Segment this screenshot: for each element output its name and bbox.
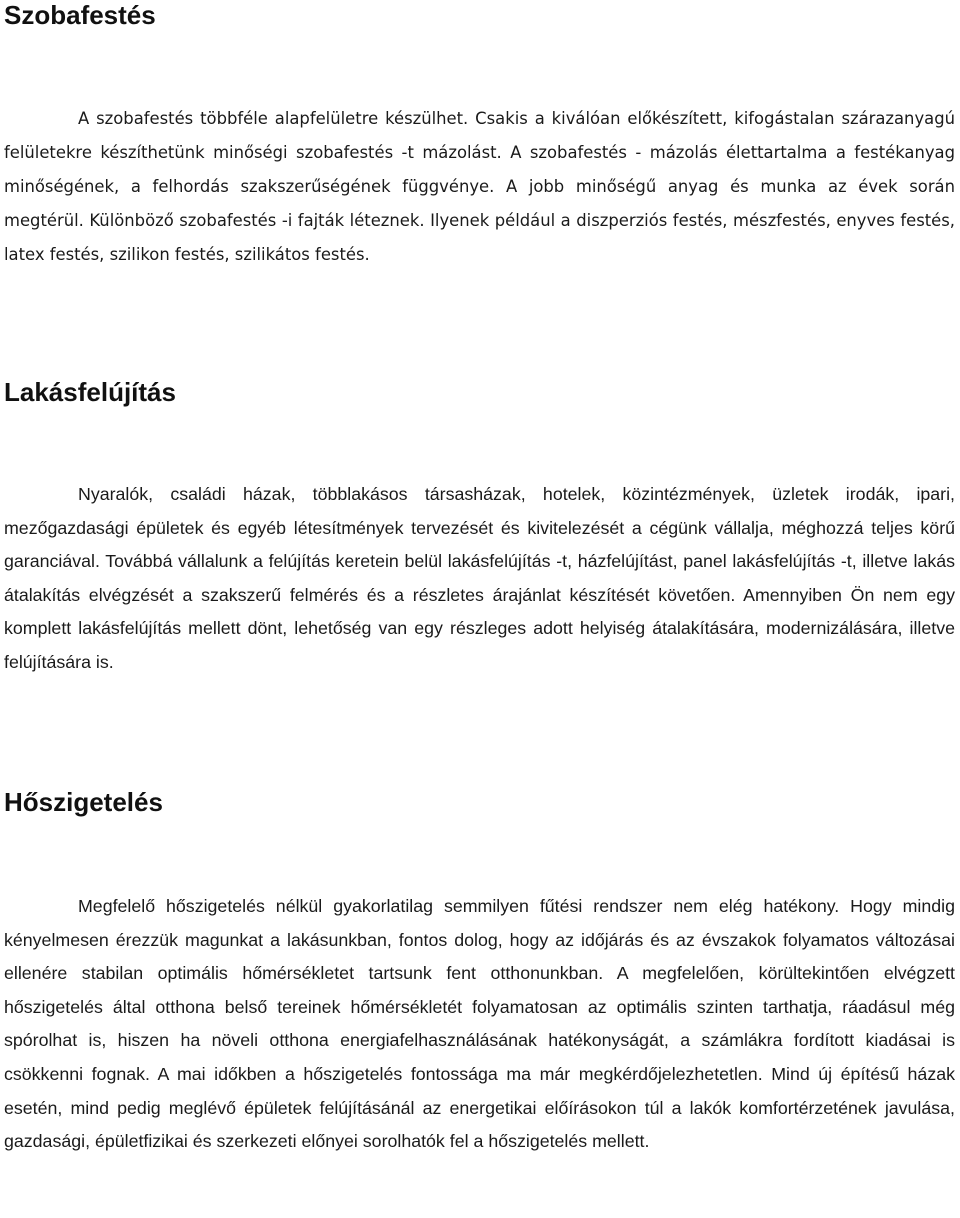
section-body-text: Megfelelő hőszigetelés nélkül gyakorlatilag semmilyen fűtési rendszer nem elég hatékony. Hogy mindig kényelmesen érezzük magunkat a lakásunkban, fontos dolog, hogy az időjárás és az évszakok folyamatos változásai ellenére stabilan optimális hőmérsékletet tartsunk fent otthonunkban. A megfelelően, körültekintően elvégzett hőszigetelés által otthona belső tereinek hőmérsékletét folyamatosan az optimális szinten tarthatja, ráadásul még spórolhat is, hiszen ha növeli otthona energiafelhasználásának hatékonyságát, a számlákra fordított kiadásai is csökkenni fognak. A mai időkben a hőszigetelés fontossága ma már megkérdőjelezhetetlen. Mind új építésű házak esetén, mind pedig meglévő épületek felújításánál az energetikai előírásokon túl a lakók komfortérzetének javulása, gazdasági, épületfizikai és szerkezeti előnyei sorolhatók fel a hőszigetelés mellett. — [4, 896, 955, 1152]
section-body-text: A szobafestés többféle alapfelületre készülhet. Csakis a kiválóan előkészített, kifogástalan szárazanyagú felületekre készíthetünk minőségi szobafestés -t mázolást. A szobafestés - mázolás élettartalma a festékanyag minőségének, a felhordás szakszerűségének függvénye. A jobb minőségű anyag és munka az évek során megtérül. Különböző szobafestés -i fajták léteznek. Ilyenek például a diszperziós festés, mészfestés, enyves festés, latex festés, szilikon festés, szilikátos festés. — [4, 109, 955, 264]
section-body-lakasfelujitas — [4, 478, 955, 680]
section-heading-hoszigeteles: Hőszigetelés — [4, 787, 163, 817]
section-body-text: Nyaralók, családi házak, többlakásos társasházak, hotelek, közintézmények, üzletek irodák, ipari, mezőgazdasági épületek és egyéb létesítmények tervezését és kivitelezését a cégünk vállalja, méghozzá teljes körű garanciával. Továbbá vállalunk a felújítás keretein belül lakásfelújítás -t, házfelújítást, panel lakásfelújítás -t, illetve lakás átalakítás elvégzését a szakszerű felmérés és a részletes árajánlat készítését követően. Amennyiben Ön nem egy komplett lakásfelújítás mellett dönt, lehetőség van egy részleges adott helyiség átalakítására, modernizálására, illetve felújítására is. — [4, 484, 955, 672]
section-heading-szobafestes: Szobafestés — [4, 0, 156, 30]
section-body-szobafestes — [4, 102, 955, 272]
section-heading-lakasfelujitas: Lakásfelújítás — [4, 377, 176, 407]
section-body-hoszigeteles — [4, 890, 955, 1159]
